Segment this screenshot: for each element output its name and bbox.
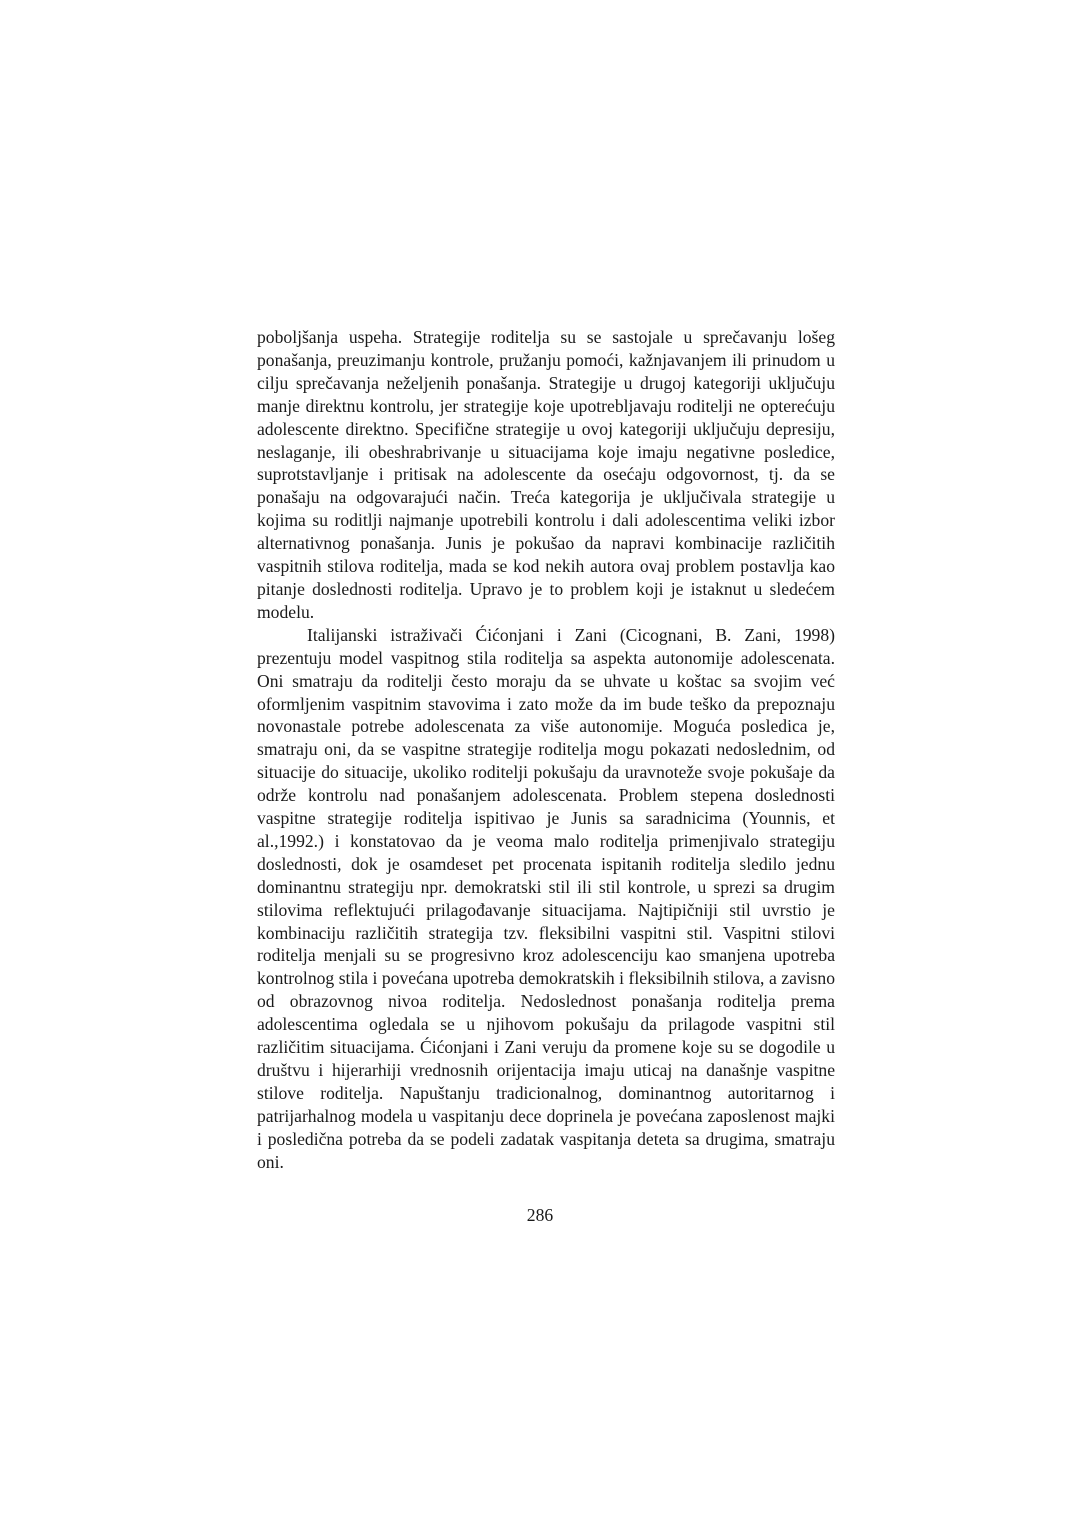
paragraph-1: poboljšanja uspeha. Strategije roditelja su se sastojale u sprečavanju lošeg ponašanja, preuzimanju kontrole, pružanju pomoći, kažnjavanjem ili prinudom u cilju sprečavanja neželjenih ponašanja. Strategije u drugoj kategoriji uključuju manje direktnu kontrolu, jer strategije koje upotrebljavaju roditelji ne opterećuju adolescente direktno. Specifične strategije u ovoj kategoriji uključuju depresiju, neslaganje, ili obeshrabrivanje u situacijama koje imaju negativne posledice, suprotstavljanje i pritisak na adolescente da osećaju odgovornost, tj. da se ponašaju na odgovarajući način. Treća kategorija je uključivala strategije u kojima su roditlji najmanje upotrebili kontrolu i dali adolescentima veliki izbor alternativnog ponašanja. Junis je pokušao da napravi kombinacije različitih vaspitnih stilova roditelja, mada se kod nekih autora ovaj problem postavlja kao pitanje doslednosti roditelja. Upravo je to problem koji je istaknut u sledećem modelu. [257,327,835,622]
page-number: 286 [526,1205,554,1225]
body-text [257,326,835,1174]
paragraph-2: Italijanski istraživači Ćićonjani i Zani (Cicognani, B. Zani, 1998) prezentuju model vaspitnog stila roditelja sa aspekta autonomije adolescenata. Oni smatraju da roditelji često moraju da se uhvate u koštac sa svojim već oformljenim vaspitnim stavovima i zato može da im bude teško da prepoznaju novonastale potrebe adolescenata za više autonomije. Moguća posledica je, smatraju oni, da se vaspitne strategije roditelja mogu pokazati nedoslednim, od situacije do situacije, ukoliko roditelji pokušaju da uravnoteže svoje pokušaje da održe kontrolu nad ponašanjem adolescenata. Problem stepena doslednosti vaspitne strategije roditelja ispitivao je Junis sa saradnicima (Younnis, et al.,1992.) i konstatovao da je veoma malo roditelja primenjivalo strategiju doslednosti, dok je osamdeset pet procenata ispitanih roditelja sledilo jednu dominantnu strategiju npr. demokratski stil ili stil kontrole, u sprezi sa drugim stilovima reflektujući prilagođavanje situacijama. Najtipičniji stil uvrstio je kombinaciju različitih strategija tzv. fleksibilni vaspitni stil. Vaspitni stilovi roditelja menjali su se progresivno kroz adolescenciju kao smanjena upotreba kontrolnog stila i povećana upotreba demokratskih i fleksibilnih stilova, a zavisno od obrazovnog nivoa roditelja. Nedoslednost ponašanja roditelja prema adolescentima ogledala se u njihovom pokušaju da prilagode vaspitni stil različitim situacijama. Ćićonjani i Zani veruju da promene koje su se dogodile u društvu i hijerarhiji vrednosnih orijentacija imaju uticaj na današnje vaspitne stilove roditelja. Napuštanju tradicionalnog, dominantnog autoritarnog i patrijarhalnog modela u vaspitanju dece doprinela je povećana zaposlenost majki i posledična potreba da se podeli zadatak vaspitanja deteta sa drugima, smatraju oni. [257,624,835,1172]
